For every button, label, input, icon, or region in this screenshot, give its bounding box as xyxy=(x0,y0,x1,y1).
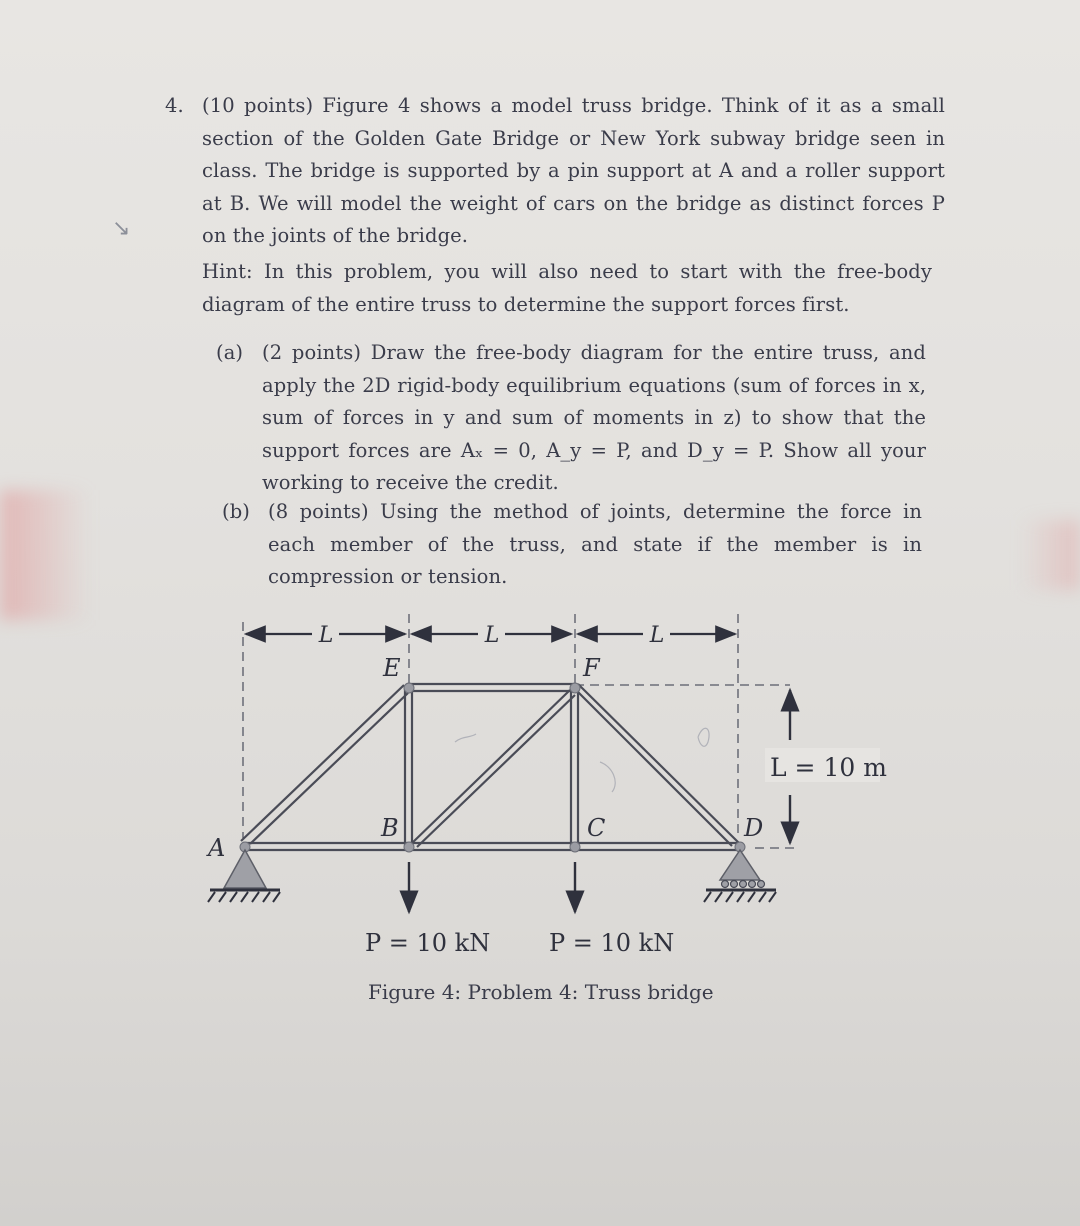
figure-caption: Figure 4: Problem 4: Truss bridge xyxy=(368,980,714,1004)
problem-text: (10 points) Figure 4 shows a model truss bridge. Think of it as a small section of the Golden Gate Bridge or New York subway bridge seen in class. The bridge is supported by a pin support at A and a roller support at B. We will model the weight of cars on the bridge as distinct forces P on the joints of the bridge. xyxy=(202,94,945,247)
part-b-text: (8 points) Using the method of joints, determine the force in each member of the truss, and state if the member is in compression or tension. xyxy=(268,500,922,588)
span-label-1: L xyxy=(318,623,334,648)
joint-label-a: A xyxy=(208,834,226,862)
load-label-2: P = 10 kN xyxy=(549,929,675,957)
joint-label-e: E xyxy=(383,654,401,682)
joint-pins xyxy=(240,683,745,852)
roller-support-icon xyxy=(704,850,776,902)
problem-number: 4. xyxy=(165,94,184,117)
pencil-scribbles xyxy=(455,728,709,792)
part-a-text: (2 points) Draw the free-body diagram for the entire truss, and apply the 2D rigid-body equilibrium equations (sum of forces in x, sum of forces in y and sum of moments in z) to show that the support forces are Aₓ = 0, A_y = P, and D_y = P. Show all your working to receive the credit. xyxy=(262,341,926,494)
part-b-label: (b) xyxy=(222,500,250,523)
joint-label-c: C xyxy=(587,814,606,842)
span-label-3: L xyxy=(649,623,665,648)
joint-label-d: D xyxy=(744,814,764,842)
truss-members xyxy=(241,684,740,850)
part-a-label: (a) xyxy=(216,341,244,364)
joint-label-b: B xyxy=(381,814,399,842)
hint-text: Hint: In this problem, you will also need to start with the free-body diagram of the entire truss to determine the support forces first. xyxy=(202,260,932,316)
span-label-2: L xyxy=(484,623,500,648)
load-label-1: P = 10 kN xyxy=(365,929,491,957)
pen-mark: ↘ xyxy=(112,216,131,241)
height-label: L = 10 m xyxy=(770,753,887,782)
joint-label-f: F xyxy=(583,654,600,682)
load-arrows xyxy=(409,862,575,912)
dimension-extension-lines xyxy=(243,614,800,848)
